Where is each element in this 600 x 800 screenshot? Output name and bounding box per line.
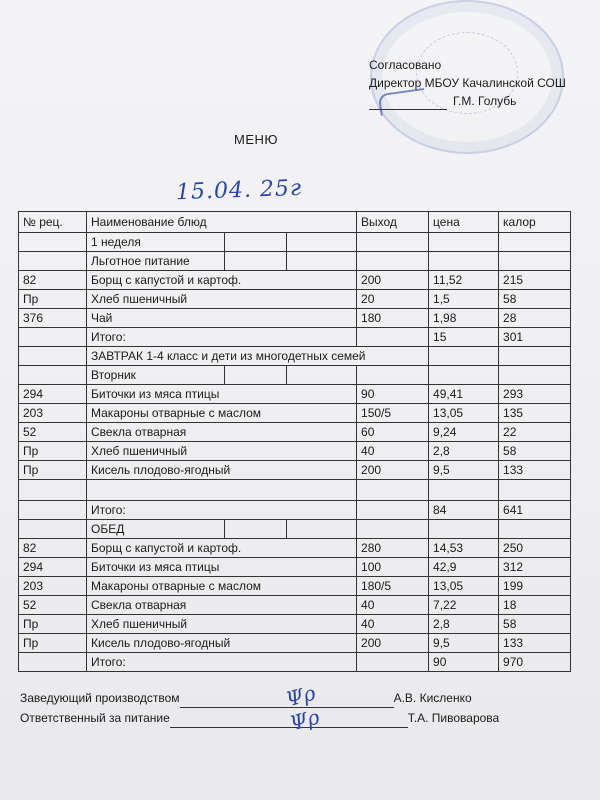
- cell-code: Пр: [19, 290, 87, 309]
- cell-output: 40: [357, 442, 429, 461]
- cell-dish-name: Хлеб пшеничный: [87, 290, 357, 309]
- cell-output: [357, 328, 429, 347]
- cell-kcal: [499, 233, 571, 252]
- cell-code: 294: [19, 558, 87, 577]
- cell-kcal: [499, 480, 571, 501]
- cell-total-label: Итого:: [87, 328, 357, 347]
- cell-price: 49,41: [429, 385, 499, 404]
- table-row: [19, 271, 571, 290]
- cell-kcal: 18: [499, 596, 571, 615]
- cell-code: Пр: [19, 461, 87, 480]
- cell-kcal: 58: [499, 290, 571, 309]
- cell-empty: [225, 233, 287, 252]
- cell-code: [19, 520, 87, 539]
- cell-empty: [225, 366, 287, 385]
- cell-price: 9,5: [429, 461, 499, 480]
- cell-dish-name: Биточки из мяса птицы: [87, 385, 357, 404]
- cell-kcal: 58: [499, 442, 571, 461]
- cell-output: 180/5: [357, 577, 429, 596]
- table-row: [19, 385, 571, 404]
- cell-dish-name: Свекла отварная: [87, 596, 357, 615]
- cell-output: [357, 252, 429, 271]
- cell-code: 376: [19, 309, 87, 328]
- table-row: [19, 634, 571, 653]
- cell-dish-name: Биточки из мяса птицы: [87, 558, 357, 577]
- cell-kcal: 58: [499, 615, 571, 634]
- table-row: [19, 442, 571, 461]
- cell-total-kcal: 970: [499, 653, 571, 672]
- cell-price: 13,05: [429, 404, 499, 423]
- approval-line-3: [369, 92, 566, 110]
- cell-code: 82: [19, 271, 87, 290]
- cell-dish-name: Макароны отварные с маслом: [87, 577, 357, 596]
- approval-line-1: Согласовано: [369, 58, 442, 72]
- cell-price: 13,05: [429, 577, 499, 596]
- cell-code: [19, 480, 87, 501]
- cell-empty: [287, 233, 357, 252]
- cell-kcal: [499, 252, 571, 271]
- cell-dish-name: Хлеб пшеничный: [87, 442, 357, 461]
- cell-code: 294: [19, 385, 87, 404]
- cell-dish-name: Кисель плодово-ягодный: [87, 461, 357, 480]
- cell-section-title: ЗАВТРАК 1-4 класс и дети из многодетных семей: [87, 347, 429, 366]
- cell-price: 9,24: [429, 423, 499, 442]
- cell-price: 11,52: [429, 271, 499, 290]
- cell-output: 200: [357, 634, 429, 653]
- cell-output: [357, 520, 429, 539]
- responsible-label: Ответственный за питание: [20, 711, 170, 725]
- header-output: Выход: [357, 212, 429, 233]
- cell-dish-name: Борщ с капустой и картоф.: [87, 539, 357, 558]
- header-code: № рец.: [19, 212, 87, 233]
- cell-output: 60: [357, 423, 429, 442]
- cell-code: 52: [19, 596, 87, 615]
- cell-section-label: Льготное питание: [87, 252, 225, 271]
- cell-output: 100: [357, 558, 429, 577]
- cell-output: [357, 501, 429, 520]
- table-row: [19, 480, 571, 501]
- cell-kcal: 312: [499, 558, 571, 577]
- table-row: [19, 328, 571, 347]
- director-name: Г.М. Голубь: [453, 94, 517, 108]
- table-row: [19, 366, 571, 385]
- header-price: цена: [429, 212, 499, 233]
- cell-price: 2,8: [429, 442, 499, 461]
- cell-code: [19, 366, 87, 385]
- approval-block: [369, 56, 566, 110]
- cell-code: [19, 347, 87, 366]
- table-row: [19, 653, 571, 672]
- cell-kcal: 133: [499, 634, 571, 653]
- cell-output: 200: [357, 461, 429, 480]
- cell-kcal: 28: [499, 309, 571, 328]
- cell-empty: [225, 252, 287, 271]
- cell-output: 200: [357, 271, 429, 290]
- cell-code: Пр: [19, 634, 87, 653]
- cell-total-price: 15: [429, 328, 499, 347]
- cell-price: [429, 252, 499, 271]
- cell-kcal: 215: [499, 271, 571, 290]
- table-body: [19, 233, 571, 672]
- cell-code: 82: [19, 539, 87, 558]
- cell-kcal: [499, 520, 571, 539]
- cell-dish-name: Свекла отварная: [87, 423, 357, 442]
- approval-line-2: Директор МБОУ Качалинской СОШ: [369, 76, 566, 90]
- cell-price: 7,22: [429, 596, 499, 615]
- header-kcal: калор: [499, 212, 571, 233]
- table-row: [19, 577, 571, 596]
- cell-kcal: 293: [499, 385, 571, 404]
- table-row: [19, 539, 571, 558]
- cell-price: 42,9: [429, 558, 499, 577]
- header-name: Наименование блюд: [87, 212, 357, 233]
- cell-empty: [225, 520, 287, 539]
- cell-output: [357, 653, 429, 672]
- cell-section-label: ОБЕД: [87, 520, 225, 539]
- cell-total-label: Итого:: [87, 501, 357, 520]
- cell-kcal: [499, 347, 571, 366]
- table-row: [19, 309, 571, 328]
- cell-price: [429, 480, 499, 501]
- page-title: МЕНЮ: [234, 132, 279, 147]
- cell-price: 9,5: [429, 634, 499, 653]
- table-row: [19, 596, 571, 615]
- table-row: [19, 290, 571, 309]
- manager-label: Заведующий производством: [20, 691, 180, 705]
- cell-kcal: [499, 366, 571, 385]
- cell-price: [429, 233, 499, 252]
- cell-dish-name: Чай: [87, 309, 357, 328]
- cell-total-price: 90: [429, 653, 499, 672]
- cell-output: 150/5: [357, 404, 429, 423]
- cell-code: 203: [19, 404, 87, 423]
- cell-kcal: 250: [499, 539, 571, 558]
- table-row: [19, 461, 571, 480]
- cell-output: 40: [357, 596, 429, 615]
- cell-price: 1,5: [429, 290, 499, 309]
- cell-code: [19, 328, 87, 347]
- manager-row: [20, 688, 499, 708]
- cell-price: 1,98: [429, 309, 499, 328]
- cell-output: [357, 233, 429, 252]
- cell-total-kcal: 301: [499, 328, 571, 347]
- cell-output: 280: [357, 539, 429, 558]
- cell-code: 203: [19, 577, 87, 596]
- table-header-row: [19, 212, 571, 233]
- table-row: [19, 404, 571, 423]
- table-row: [19, 615, 571, 634]
- cell-code: 52: [19, 423, 87, 442]
- cell-dish-name: Кисель плодово-ягодный: [87, 634, 357, 653]
- cell-kcal: 135: [499, 404, 571, 423]
- cell-total-label: Итого:: [87, 653, 357, 672]
- cell-output: 180: [357, 309, 429, 328]
- cell-empty: [287, 366, 357, 385]
- cell-code: Пр: [19, 442, 87, 461]
- cell-dish-name: Борщ с капустой и картоф.: [87, 271, 357, 290]
- cell-total-price: 84: [429, 501, 499, 520]
- cell-dish-name: Макароны отварные с маслом: [87, 404, 357, 423]
- table-row: [19, 233, 571, 252]
- responsible-row: [20, 708, 499, 728]
- responsible-handwritten-signature: Ψρ: [287, 704, 322, 736]
- cell-price: 2,8: [429, 615, 499, 634]
- cell-output: [357, 480, 429, 501]
- cell-code: [19, 501, 87, 520]
- cell-price: [429, 366, 499, 385]
- cell-output: 20: [357, 290, 429, 309]
- cell-code: Пр: [19, 615, 87, 634]
- handwritten-date: 15.04. 25г: [175, 175, 303, 206]
- cell-price: [429, 347, 499, 366]
- cell-empty: [287, 520, 357, 539]
- cell-output: [357, 366, 429, 385]
- cell-output: 90: [357, 385, 429, 404]
- cell-dish-name: Хлеб пшеничный: [87, 615, 357, 634]
- footer-signatures: [20, 688, 499, 728]
- cell-kcal: 199: [499, 577, 571, 596]
- cell-kcal: 133: [499, 461, 571, 480]
- table-row: [19, 423, 571, 442]
- table-row: [19, 520, 571, 539]
- cell-code: [19, 233, 87, 252]
- cell-code: [19, 252, 87, 271]
- table-row: [19, 558, 571, 577]
- cell-price: [429, 520, 499, 539]
- director-signature: [369, 97, 447, 110]
- manager-name: А.В. Кисленко: [393, 691, 472, 705]
- cell-code: [19, 653, 87, 672]
- cell-kcal: 22: [499, 423, 571, 442]
- cell-output: 40: [357, 615, 429, 634]
- cell-section-label: 1 неделя: [87, 233, 225, 252]
- responsible-name: Т.А. Пивоварова: [407, 711, 500, 725]
- cell-section-label: Вторник: [87, 366, 225, 385]
- manager-handwritten-signature: Ψρ: [283, 680, 318, 712]
- table-row: [19, 501, 571, 520]
- table-row: [19, 252, 571, 271]
- cell-total-kcal: 641: [499, 501, 571, 520]
- cell-empty: [87, 480, 357, 501]
- cell-price: 14,53: [429, 539, 499, 558]
- menu-table: [18, 211, 571, 672]
- table-row: [19, 347, 571, 366]
- cell-empty: [287, 252, 357, 271]
